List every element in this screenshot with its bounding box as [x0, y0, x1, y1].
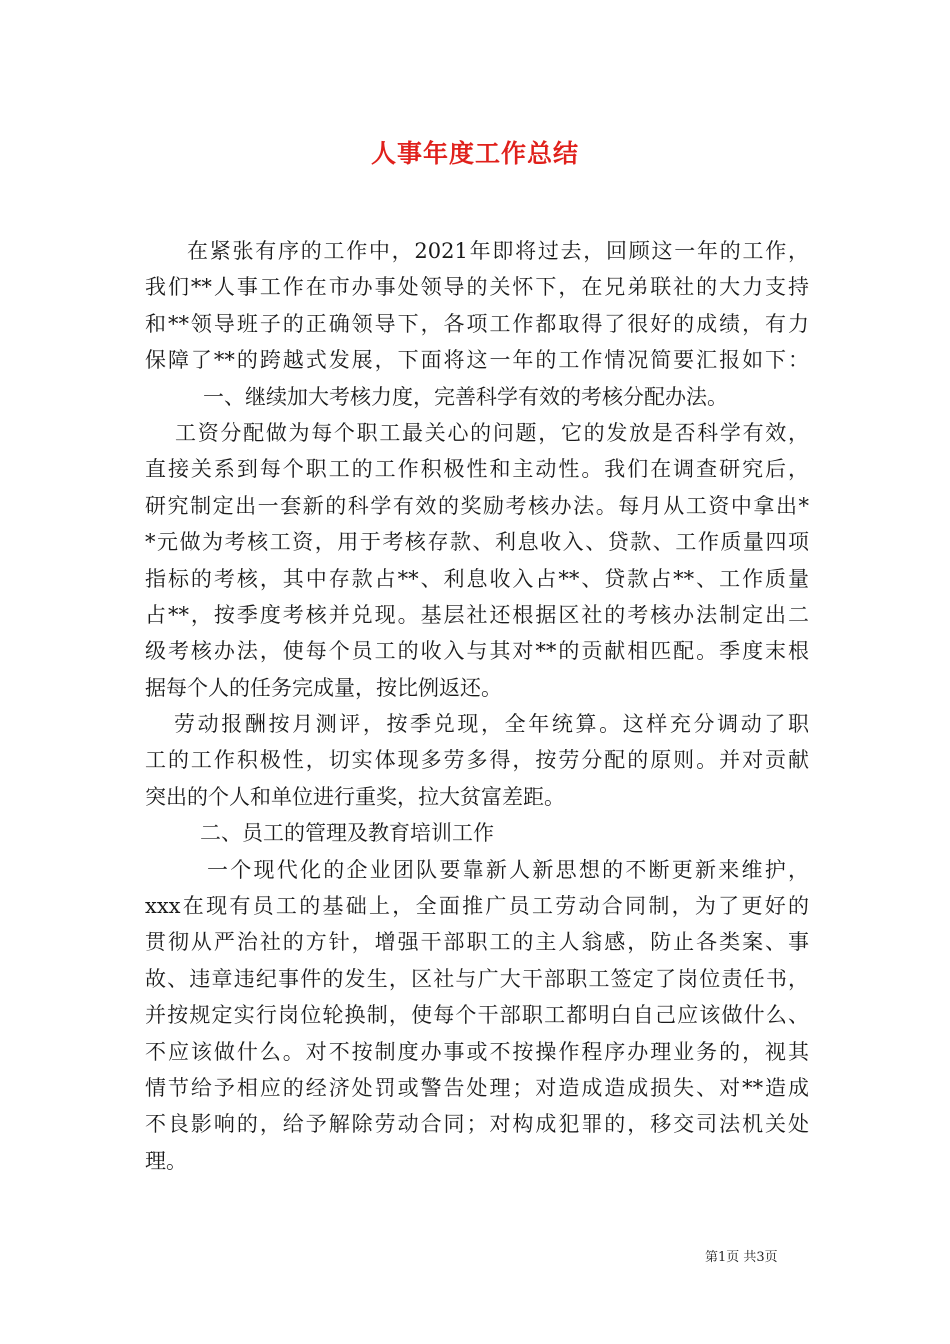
- paragraph-line: 故、违章违纪事件的发生，区社与广大干部职工签定了岗位责任书，: [145, 966, 809, 991]
- paragraph-line: 情节给予相应的经济处罚或警告处理；对造成造成损失、对**造成: [145, 1075, 809, 1100]
- page-number: 第1页 共3页: [705, 1250, 778, 1265]
- document-body: [145, 233, 809, 1179]
- section-heading: 一、继续加大考核力度，完善科学有效的考核分配办法。: [203, 384, 728, 409]
- paragraph-line: 突出的个人和单位进行重奖，拉大贫富差距。: [145, 784, 565, 809]
- document-title: 人事年度工作总结: [370, 139, 579, 168]
- paragraph-line: 我们**人事工作在市办事处领导的关怀下，在兄弟联社的大力支持: [145, 275, 809, 300]
- paragraph-line: 并按规定实行岗位轮换制，使每个干部职工都明白自己应该做什么、: [145, 1003, 809, 1028]
- paragraph-line: 不良影响的，给予解除劳动合同；对构成犯罪的，移交司法机关处: [145, 1112, 809, 1137]
- paragraph-line: 研究制定出一套新的科学有效的奖励考核办法。每月从工资中拿出*: [145, 493, 809, 518]
- section-heading: 二、员工的管理及教育培训工作: [200, 821, 494, 846]
- paragraph-line: 保障了**的跨越式发展，下面将这一年的工作情况简要汇报如下：: [145, 348, 809, 373]
- paragraph-line: 劳动报酬按月测评，按季兑现，全年统算。这样充分调动了职: [174, 712, 809, 737]
- paragraph-line: 占**，按季度考核并兑现。基层社还根据区社的考核办法制定出二: [145, 602, 809, 627]
- paragraph-line: 工的工作积极性，切实体现多劳多得，按劳分配的原则。并对贡献: [145, 748, 809, 773]
- paragraph-line: 工资分配做为每个职工最关心的问题，它的发放是否科学有效，: [175, 420, 809, 445]
- paragraph-line: *元做为考核工资，用于考核存款、利息收入、贷款、工作质量四项: [145, 530, 809, 555]
- paragraph-line: 一个现代化的企业团队要靠新人新思想的不断更新来维护，: [207, 857, 809, 882]
- paragraph-line: 指标的考核，其中存款占**、利息收入占**、贷款占**、工作质量: [145, 566, 809, 591]
- paragraph-line: 直接关系到每个职工的工作积极性和主动性。我们在调查研究后，: [145, 457, 809, 482]
- paragraph-line: 不应该做什么。对不按制度办事或不按操作程序办理业务的，视其: [145, 1039, 809, 1064]
- paragraph-line: 贯彻从严治社的方针，增强干部职工的主人翁感，防止各类案、事: [145, 930, 809, 955]
- paragraph-line: 和**领导班子的正确领导下，各项工作都取得了很好的成绩，有力: [145, 311, 809, 336]
- paragraph-line: xxx在现有员工的基础上，全面推广员工劳动合同制，为了更好的: [145, 894, 809, 919]
- paragraph-line: 在紧张有序的工作中，2021年即将过去，回顾这一年的工作，: [187, 239, 809, 263]
- paragraph-line: 理。: [145, 1148, 187, 1173]
- paragraph-line: 据每个人的任务完成量，按比例返还。: [145, 675, 502, 700]
- paragraph-line: 级考核办法，使每个员工的收入与其对**的贡献相匹配。季度末根: [145, 639, 809, 664]
